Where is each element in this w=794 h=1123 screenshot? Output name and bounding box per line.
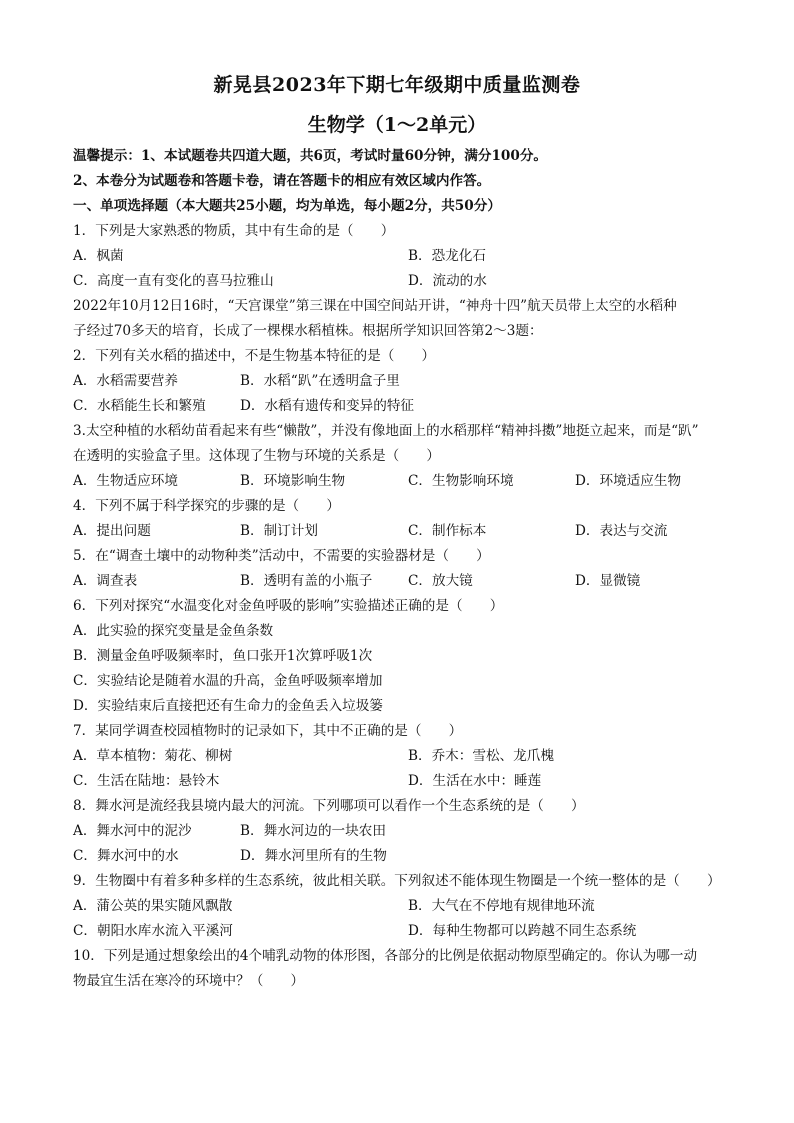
question-3-line-1: 3.太空种植的水稻幼苗看起来有些“懒散”，并没有像地面上的水稻那样“精神抖擞”地挺立起来，而是“趴” — [73, 423, 699, 439]
q2-option-a: A．水稻需要营养 — [73, 373, 178, 389]
q1-option-a: A．枫菌 — [73, 248, 124, 264]
q9-option-b: B．大气在不停地有规律地环流 — [408, 898, 595, 914]
q6-option-c: C．实验结论是随着水温的升高，金鱼呼吸频率增加 — [73, 673, 383, 689]
q3-option-d: D．环境适应生物 — [575, 473, 682, 489]
q6-option-a: A．此实验的探究变量是金鱼条数 — [73, 623, 274, 639]
q7-option-d: D．生活在水中：睡莲 — [408, 773, 542, 789]
q3-option-c: C．生物影响环境 — [408, 473, 514, 489]
q9-option-c: C．朝阳水库水流入平溪河 — [73, 923, 233, 939]
note-line-2: 2、本卷分为试题卷和答题卡卷，请在答题卡的相应有效区域内作答。 — [73, 173, 491, 189]
question-2-stem: 2．下列有关水稻的描述中，不是生物基本特征的是（ ） — [73, 348, 436, 364]
q6-option-d: D．实验结束后直接把还有生命力的金鱼丢入垃圾篓 — [73, 698, 383, 714]
question-6-stem: 6．下列对探究“水温变化对金鱼呼吸的影响”实验描述正确的是（ ） — [73, 598, 504, 614]
question-4-stem: 4．下列不属于科学探究的步骤的是（ ） — [73, 498, 340, 514]
q8-option-b: B．舞水河边的一块农田 — [240, 823, 386, 839]
question-10-line-1: 10．下列是通过想象绘出的4个哺乳动物的体形图，各部分的比例是依据动物原型确定的。你认为哪一动 — [73, 948, 698, 964]
q4-option-d: D．表达与交流 — [575, 523, 668, 539]
question-1-stem: 1．下列是大家熟悉的物质，其中有生命的是（ ） — [73, 223, 395, 239]
q8-option-d: D．舞水河里所有的生物 — [240, 848, 387, 864]
q5-option-d: D．显微镜 — [575, 573, 641, 589]
note-line-1: 温馨提示：1、本试题卷共四道大题，共6页，考试时量60分钟，满分100分。 — [73, 148, 548, 164]
q7-option-a: A．草本植物：菊花、柳树 — [73, 748, 233, 764]
question-8-stem: 8．舞水河是流经我县境内最大的河流。下列哪项可以看作一个生态系统的是（ ） — [73, 798, 585, 814]
q4-option-c: C．制作标本 — [408, 523, 487, 539]
q4-option-a: A．提出问题 — [73, 523, 151, 539]
question-9-stem: 9．生物圈中有着多种多样的生态系统，彼此相关联。下列叙述不能体现生物圈是一个统一整体的是（ ） — [73, 873, 721, 889]
q5-option-c: C．放大镜 — [408, 573, 473, 589]
q3-option-a: A．生物适应环境 — [73, 473, 178, 489]
q9-option-d: D．每种生物都可以跨越不同生态系统 — [408, 923, 637, 939]
question-5-stem: 5．在“调查土壤中的动物种类”活动中，不需要的实验器材是（ ） — [73, 548, 490, 564]
q7-option-b: B．乔木：雪松、龙爪槐 — [408, 748, 554, 764]
question-10-line-2: 物最宜生活在寒冷的环境中？（ ） — [73, 973, 305, 989]
question-7-stem: 7．某同学调查校园植物时的记录如下，其中不正确的是（ ） — [73, 723, 463, 739]
q1-option-d: D．流动的水 — [408, 273, 487, 289]
q3-option-b: B．环境影响生物 — [240, 473, 346, 489]
q8-option-a: A．舞水河中的泥沙 — [73, 823, 192, 839]
passage-line-1: 2022年10月12日16时，“天宫课堂”第三课在中国空间站开讲，“神舟十四”航天员带上太空的水稻种 — [73, 298, 677, 314]
q2-option-b: B．水稻“趴”在透明盒子里 — [240, 373, 400, 389]
q7-option-c: C．生活在陆地：悬铃木 — [73, 773, 220, 789]
question-3-line-2: 在透明的实验盒子里。这体现了生物与环境的关系是（ ） — [73, 448, 441, 464]
q5-option-b: B．透明有盖的小瓶子 — [240, 573, 373, 589]
section-heading: 一、单项选择题（本大题共25小题，均为单选，每小题2分，共50分） — [73, 198, 501, 214]
q9-option-a: A．蒲公英的果实随风飘散 — [73, 898, 233, 914]
passage-line-2: 子经过70多天的培育，长成了一棵棵水稻植株。根据所学知识回答第2～3题： — [73, 323, 543, 339]
q2-option-c: C．水稻能生长和繁殖 — [73, 398, 206, 414]
q4-option-b: B．制订计划 — [240, 523, 318, 539]
q8-option-c: C．舞水河中的水 — [73, 848, 179, 864]
q1-option-b: B．恐龙化石 — [408, 248, 486, 264]
exam-title: 新晃县2023年下期七年级期中质量监测卷 — [213, 74, 581, 96]
q6-option-b: B．测量金鱼呼吸频率时，鱼口张开1次算呼吸1次 — [73, 648, 373, 664]
exam-subtitle: 生物学（1～2单元） — [307, 114, 487, 136]
q1-option-c: C．高度一直有变化的喜马拉雅山 — [73, 273, 274, 289]
q2-option-d: D．水稻有遗传和变异的特征 — [240, 398, 415, 414]
q5-option-a: A．调查表 — [73, 573, 138, 589]
